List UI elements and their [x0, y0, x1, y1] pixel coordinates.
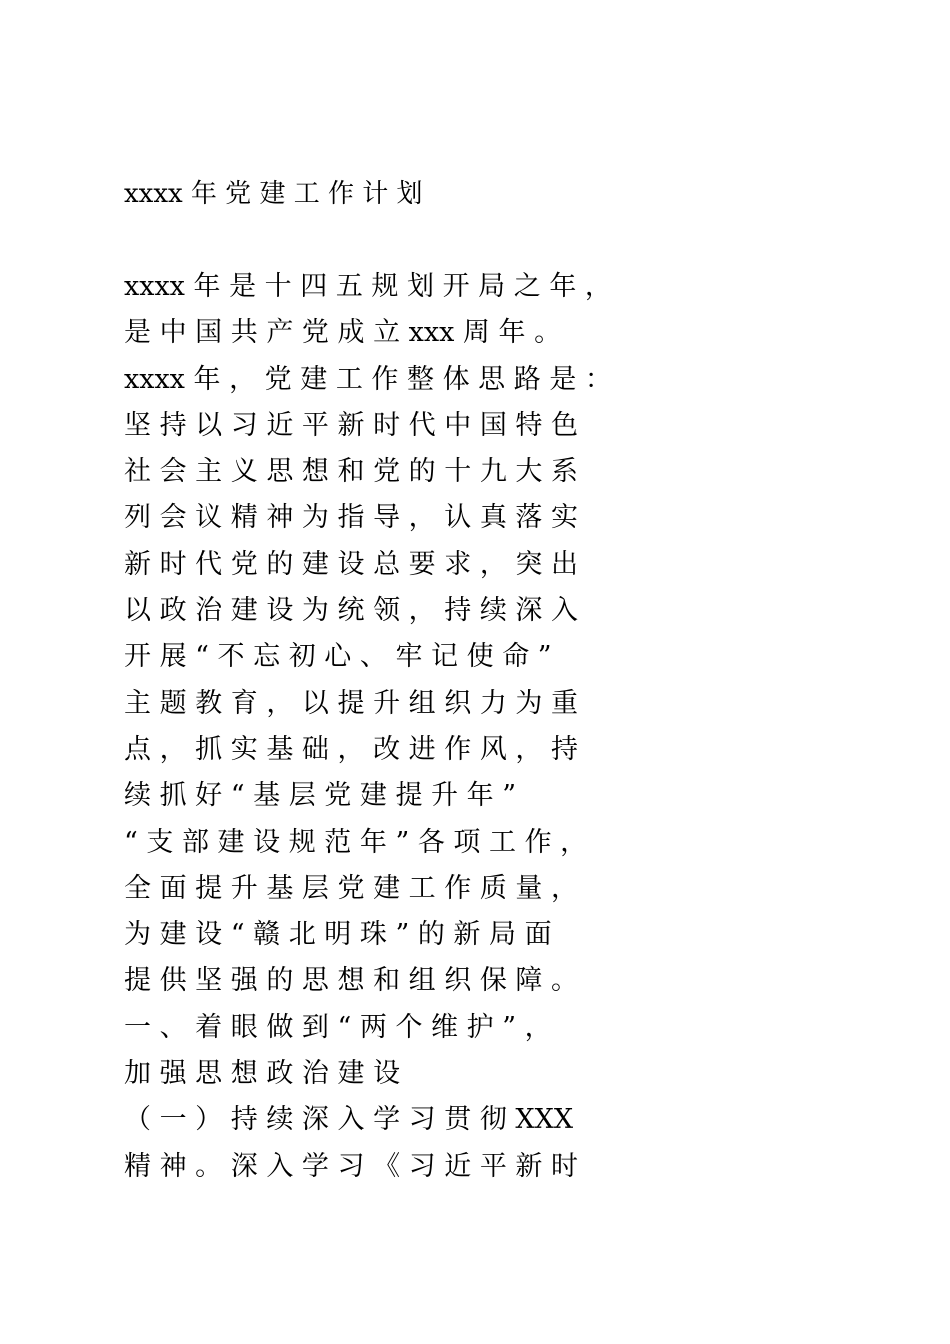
- body-line: xxxx 年 是 十 四 五 规 划 开 局 之 年 ，: [124, 271, 612, 302]
- body-line: 为 建 设 “ 赣 北 明 珠 ” 的 新 局 面: [124, 919, 552, 951]
- body-line: 列 会 议 精 神 为 指 导 ， 认 真 落 实: [124, 502, 578, 534]
- body-line: 以 政 治 建 设 为 统 领 ， 持 续 深 入: [124, 595, 578, 627]
- body-line: 坚 持 以 习 近 平 新 时 代 中 国 特 色: [124, 409, 578, 441]
- body-line: 社 会 主 义 思 想 和 党 的 十 九 大 系: [124, 456, 578, 488]
- section-heading-line: 加 强 思 想 政 治 建 设: [124, 1058, 401, 1090]
- section-heading-line: 一 、 着 眼 做 到 “ 两 个 维 护 ” ，: [124, 1011, 552, 1043]
- body-line: 精 神 。 深 入 学 习 《 习 近 平 新 时: [124, 1150, 578, 1182]
- body-line: xxxx 年 ， 党 建 工 作 整 体 思 路 是 ：: [124, 363, 612, 395]
- subsection-heading-line: （ 一 ） 持 续 深 入 学 习 贯 彻 XXX: [124, 1104, 574, 1136]
- body-line: 开 展 “ 不 忘 初 心 、 牢 记 使 命 ”: [124, 641, 552, 673]
- body-line: 点 ， 抓 实 基 础 ， 改 进 作 风 ， 持: [124, 733, 578, 765]
- body-line: 提 供 坚 强 的 思 想 和 组 织 保 障 。: [124, 965, 578, 997]
- body-line: 全 面 提 升 基 层 党 建 工 作 质 量 ，: [124, 872, 578, 904]
- body-line: 续 抓 好 “ 基 层 党 建 提 升 年 ”: [124, 780, 517, 812]
- document-body: [124, 264, 844, 1190]
- body-line: “ 支 部 建 设 规 范 年 ” 各 项 工 作 ，: [124, 826, 588, 858]
- body-line: 新 时 代 党 的 建 设 总 要 求 ， 突 出: [124, 548, 578, 580]
- body-line: 是 中 国 共 产 党 成 立 xxx 周 年 。: [124, 317, 562, 349]
- body-line: 主 题 教 育 ， 以 提 升 组 织 力 为 重: [124, 687, 578, 719]
- document-title: xxxx 年 党 建 工 作 计 划: [124, 179, 423, 209]
